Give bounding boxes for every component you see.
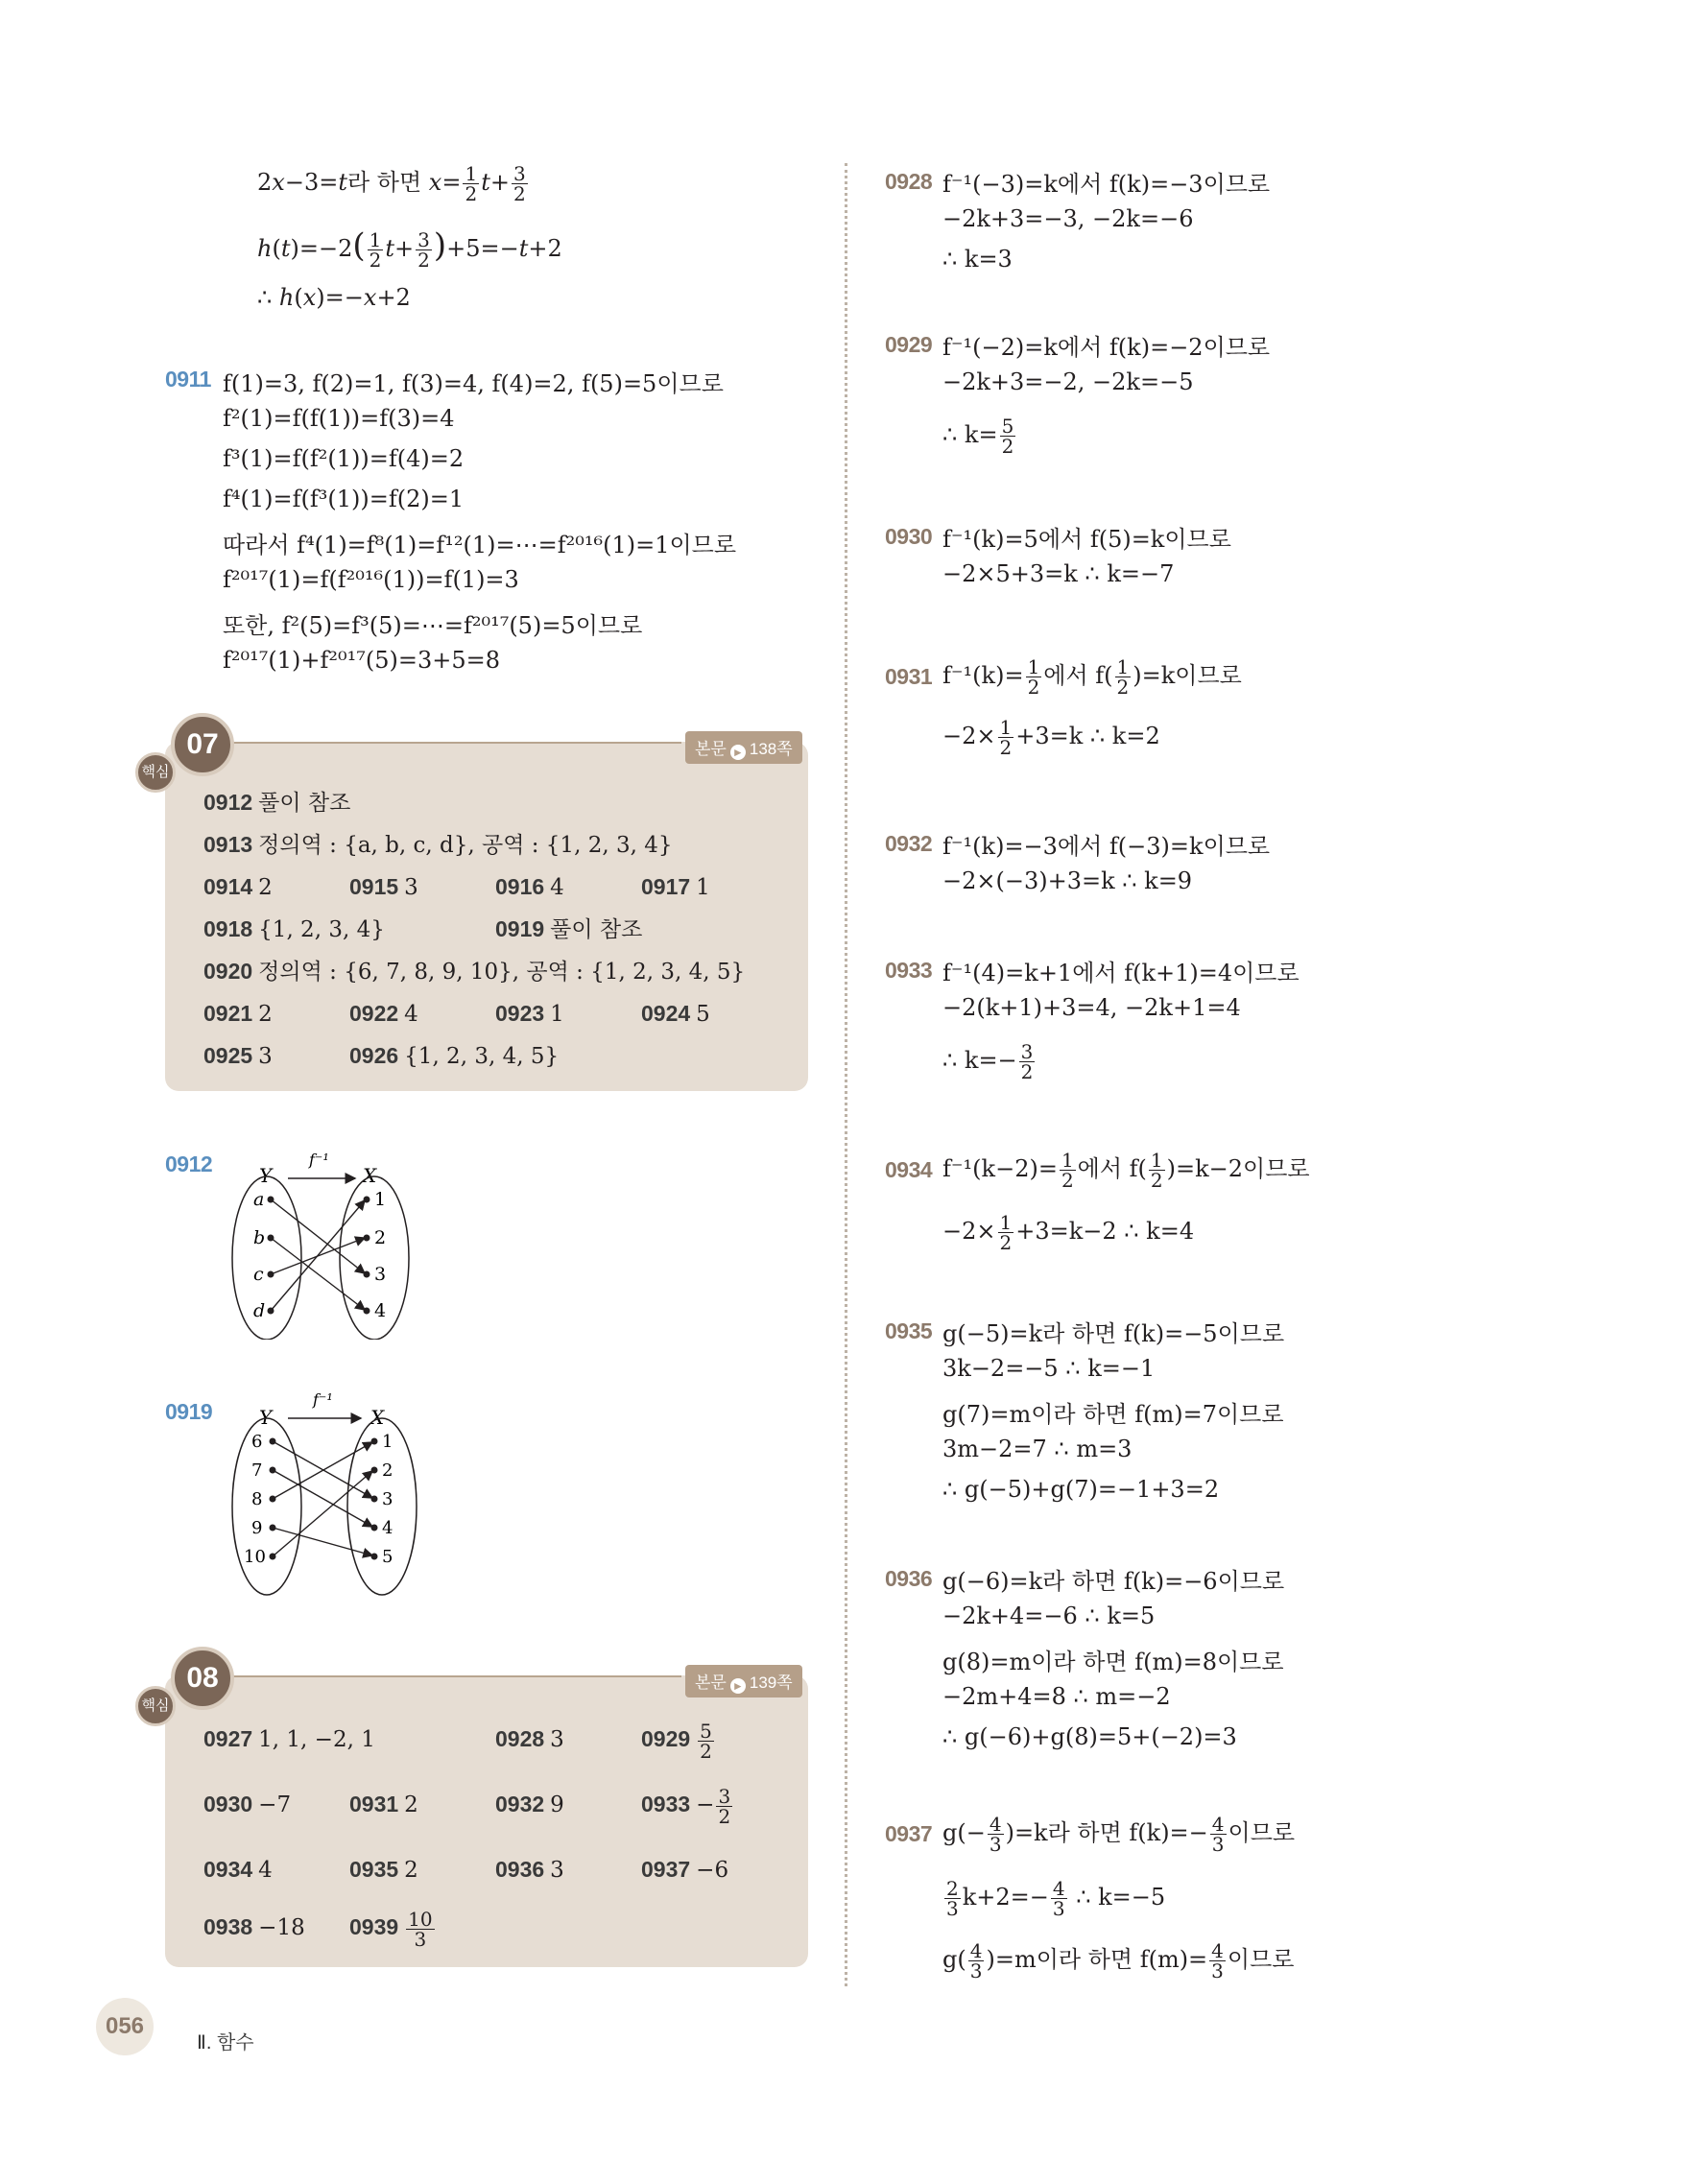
ref-label: 본문 <box>695 740 727 758</box>
answer-value: 5 <box>696 1002 710 1027</box>
answer-item <box>203 783 350 822</box>
answer-key: 0912 <box>203 790 253 815</box>
text: 이므로 <box>1228 1819 1296 1846</box>
codomain-element: 1 <box>382 1432 393 1452</box>
answer-item <box>203 1850 273 1889</box>
solution-line: f⁻¹(k)=5에서 f(5)=k이므로 <box>942 526 1231 553</box>
text: 에서 f( <box>1043 662 1113 689</box>
text: +3=k−2 ∴ k=4 <box>1015 1218 1195 1245</box>
box-divider <box>202 742 681 744</box>
answer-value: 3 <box>550 1858 564 1883</box>
fraction: $\frac{1}{2}$ <box>999 716 1013 759</box>
answer-key: 0936 <box>495 1857 545 1882</box>
problem-number: 0930 <box>885 524 933 549</box>
solution-line <box>942 1814 1295 1854</box>
numerator: 5 <box>1001 415 1014 438</box>
answer-value: 4 <box>258 1858 273 1883</box>
answer-key: 0937 <box>641 1857 691 1882</box>
answer-key: 0928 <box>495 1726 545 1751</box>
answer-item <box>349 1850 418 1889</box>
solution-line: f⁴(1)=f(f³(1))=f(2)=1 <box>223 486 465 512</box>
answer-value: 정의역 : {a, b, c, d}, 공역 : {1, 2, 3, 4} <box>258 833 673 858</box>
function-label: f⁻¹ <box>309 1151 329 1169</box>
text: g(− <box>942 1819 986 1846</box>
solution-line <box>942 1879 1165 1918</box>
answer-value: 1 <box>550 1002 564 1027</box>
fraction: $\frac{1}{2}$ <box>1061 1149 1074 1192</box>
textbook-ref[interactable] <box>685 731 802 764</box>
fraction: $\frac{4}{3}$ <box>1211 1939 1224 1982</box>
numerator: 3 <box>1020 1040 1034 1063</box>
solution-line: −2k+3=−2, −2k=−5 <box>942 368 1194 395</box>
answer-item <box>495 994 564 1033</box>
answer-item <box>349 1036 559 1076</box>
answer-value: {1, 2, 3, 4, 5} <box>404 1044 560 1069</box>
answer-key: 0917 <box>641 874 691 899</box>
answer-key: 0914 <box>203 874 253 899</box>
answer-item <box>641 994 710 1033</box>
answer-item <box>495 1720 564 1759</box>
solution-line <box>942 1150 1310 1190</box>
solution-line: f⁻¹(4)=k+1에서 f(k+1)=4이므로 <box>942 960 1300 986</box>
answer-key: 0926 <box>349 1043 399 1068</box>
denominator: 2 <box>1001 435 1014 458</box>
answer-value: 2 <box>258 1002 273 1027</box>
answer-item <box>203 1720 375 1759</box>
codomain-element: 3 <box>374 1264 387 1285</box>
chapter-label: Ⅱ. 함수 <box>197 2032 254 2053</box>
answer-item <box>349 867 418 907</box>
solution-line: f(1)=3, f(2)=1, f(3)=4, f(4)=2, f(5)=5이므로 <box>223 370 724 397</box>
answer-item <box>203 1908 305 1947</box>
answer-value: 9 <box>550 1792 564 1817</box>
textbook-ref[interactable] <box>685 1665 802 1697</box>
denominator: 3 <box>414 1927 427 1951</box>
codomain-element: 4 <box>374 1300 387 1321</box>
answer-value: 2 <box>404 1858 418 1883</box>
solution-line <box>942 718 1160 757</box>
codomain-element: 2 <box>374 1227 387 1248</box>
domain-element: a <box>253 1189 265 1210</box>
solution-line: f⁻¹(k)=−3에서 f(−3)=k이므로 <box>942 833 1271 860</box>
answer-key: 0913 <box>203 832 253 857</box>
solution-line <box>942 416 1017 456</box>
problem-number: 0934 <box>885 1157 933 1182</box>
solution-line: g(−5)=k라 하면 f(k)=−5이므로 <box>942 1320 1285 1347</box>
text: 이므로 <box>1227 1946 1295 1973</box>
answer-key: 0920 <box>203 959 253 984</box>
answer-key: 0923 <box>495 1001 545 1026</box>
answer-key: 0934 <box>203 1857 253 1882</box>
answer-value: 2 <box>258 875 273 900</box>
answer-item <box>641 1850 728 1889</box>
codomain-element: 3 <box>382 1489 393 1509</box>
fraction <box>698 1721 714 1761</box>
section-badge: 08 <box>171 1647 234 1710</box>
answer-item <box>203 1785 291 1824</box>
problem-number: 0919 <box>165 1399 213 1424</box>
text: )=k라 하면 f(k)=− <box>1005 1819 1208 1846</box>
problem-number: 0928 <box>885 169 933 194</box>
solution-line: −2×(−3)+3=k ∴ k=9 <box>942 867 1193 894</box>
domain-element: 9 <box>251 1518 263 1538</box>
fraction: $\frac{4}{3}$ <box>1052 1877 1065 1920</box>
answer-item <box>349 1908 437 1949</box>
denominator: 2 <box>700 1739 712 1763</box>
solution-line <box>942 1940 1294 1981</box>
problem-number: 0929 <box>885 332 933 357</box>
numerator: 3 <box>718 1784 731 1808</box>
solution-line: f²⁰¹⁷(1)=f(f²⁰¹⁶(1))=f(1)=3 <box>223 566 519 593</box>
answer-item <box>203 1036 273 1076</box>
answer-key: 0924 <box>641 1001 691 1026</box>
solution-line: −2k+3=−3, −2k=−6 <box>942 205 1194 232</box>
fraction: $\frac{4}{3}$ <box>1211 1813 1225 1856</box>
solution-line: 또한, f²(5)=f³(5)=⋯=f²⁰¹⁷(5)=5이므로 <box>223 612 643 639</box>
solution-line: −2(k+1)+3=4, −2k+1=4 <box>942 994 1241 1021</box>
ref-page: 138쪽 <box>749 740 793 758</box>
box-divider <box>202 1675 681 1677</box>
text: f⁻¹(k)= <box>942 662 1024 689</box>
solution-line: ∴ g(−5)+g(7)=−1+3=2 <box>942 1476 1220 1503</box>
text: )=k이므로 <box>1133 662 1242 689</box>
solution-line: 3m−2=7 ∴ m=3 <box>942 1436 1133 1462</box>
core-badge: 핵심 <box>135 752 176 793</box>
solution-line: g(−6)=k라 하면 f(k)=−6이므로 <box>942 1568 1285 1595</box>
fraction: $\frac{1}{2}$ <box>999 1211 1013 1254</box>
numerator: 10 <box>408 1907 433 1931</box>
answer-key: 0927 <box>203 1726 253 1751</box>
problem-number: 0937 <box>885 1821 933 1846</box>
answer-value: 4 <box>550 875 564 900</box>
answer-value: 풀이 참조 <box>550 917 643 942</box>
answer-value: −7 <box>258 1792 292 1817</box>
denominator: 2 <box>1020 1060 1034 1083</box>
solution-line: f⁻¹(−3)=k에서 f(k)=−3이므로 <box>942 171 1271 198</box>
text: −2× <box>942 723 996 749</box>
solution-line: f³(1)=f(f²(1))=f(4)=2 <box>223 445 465 472</box>
eq-line: 2x−3=t라 하면 x= $\frac{1}{2}$ t+ $\frac{3}{2}$ <box>257 162 526 205</box>
mapping-diagram-0912 <box>221 1148 432 1340</box>
fraction: $\frac{1}{2}$ <box>1027 655 1040 699</box>
text: +3=k ∴ k=2 <box>1015 723 1160 749</box>
answer-value: 정의역 : {6, 7, 8, 9, 10}, 공역 : {1, 2, 3, 4, 5} <box>258 960 746 985</box>
denominator: 2 <box>718 1804 731 1828</box>
problem-number: 0931 <box>885 664 933 689</box>
fraction: $\frac{1}{2}$ <box>1116 655 1130 699</box>
text: ∴ k=−5 <box>1068 1884 1166 1911</box>
eq-line: h(t)=−2( $\frac{1}{2}$ t+ $\frac{3}{2}$ )+5=−t+2 <box>257 226 562 272</box>
solution-line: g(8)=m이라 하면 f(m)=8이므로 <box>942 1649 1284 1675</box>
answer-sign: − <box>696 1792 715 1817</box>
answer-value: −18 <box>258 1915 305 1940</box>
domain-element: c <box>253 1264 264 1285</box>
domain-element: 10 <box>244 1547 266 1567</box>
page-number: 056 <box>96 1998 154 2055</box>
fraction: $\frac{1}{2}$ <box>1150 1149 1163 1192</box>
domain-element: 7 <box>251 1460 263 1481</box>
answer-key: 0915 <box>349 874 399 899</box>
answer-key: 0918 <box>203 916 253 941</box>
problem-number: 0936 <box>885 1566 933 1591</box>
answer-value: 풀이 참조 <box>258 791 351 816</box>
text: )=m이라 하면 f(m)= <box>986 1946 1208 1973</box>
codomain-element: 5 <box>382 1547 393 1567</box>
set-label: Y <box>259 1406 273 1429</box>
fraction <box>406 1907 434 1951</box>
answer-value: 1, 1, −2, 1 <box>258 1727 375 1752</box>
answer-item <box>641 1785 734 1826</box>
answer-item <box>495 1785 564 1824</box>
solution-line: −2×5+3=k ∴ k=−7 <box>942 560 1175 587</box>
solution-line: −2m+4=8 ∴ m=−2 <box>942 1683 1171 1710</box>
answer-item <box>203 867 273 907</box>
text: ∴ k= <box>942 421 998 448</box>
problem-number: 0911 <box>165 367 211 392</box>
solution-line: ∴ g(−6)+g(8)=5+(−2)=3 <box>942 1723 1237 1750</box>
answer-key: 0935 <box>349 1857 399 1882</box>
answer-key: 0916 <box>495 874 545 899</box>
set-label: Y <box>259 1164 273 1187</box>
answer-value: 2 <box>404 1792 418 1817</box>
numerator: 5 <box>700 1719 712 1743</box>
core-badge: 핵심 <box>135 1686 176 1726</box>
text: 에서 f( <box>1077 1155 1147 1182</box>
mapping-diagram-0919 <box>221 1388 441 1599</box>
solution-line: f²⁰¹⁷(1)+f²⁰¹⁷(5)=3+5=8 <box>223 647 500 674</box>
eq-line: ∴ h(x)=−x+2 <box>257 284 411 311</box>
solution-line: ∴ k=3 <box>942 246 1013 273</box>
text: f⁻¹(k−2)= <box>942 1155 1058 1182</box>
solution-line: f²(1)=f(f(1))=f(3)=4 <box>223 405 455 432</box>
fraction: $\frac{4}{3}$ <box>969 1939 983 1982</box>
column-divider <box>845 163 847 1986</box>
answer-item <box>495 867 564 907</box>
answer-value: 4 <box>404 1002 418 1027</box>
answer-key: 0939 <box>349 1914 399 1939</box>
solution-line <box>942 656 1242 697</box>
answer-key: 0925 <box>203 1043 253 1068</box>
answer-item <box>349 994 418 1033</box>
answer-key: 0931 <box>349 1792 399 1816</box>
answer-item <box>495 1850 564 1889</box>
problem-number: 0932 <box>885 831 933 856</box>
arrow-right-icon: ► <box>730 1678 746 1694</box>
answer-item <box>203 910 385 949</box>
answer-value: 1 <box>696 875 710 900</box>
domain-element: 6 <box>251 1432 263 1452</box>
domain-element: b <box>253 1227 266 1248</box>
solution-line <box>942 1213 1194 1252</box>
solution-line: f⁻¹(−2)=k에서 f(k)=−2이므로 <box>942 334 1271 361</box>
answer-value: 3 <box>550 1727 564 1752</box>
fraction <box>716 1784 732 1828</box>
answer-value: 3 <box>404 875 418 900</box>
fraction <box>1000 416 1016 456</box>
codomain-element: 2 <box>382 1460 393 1481</box>
solution-line: 따라서 f⁴(1)=f⁸(1)=f¹²(1)=⋯=f²⁰¹⁶(1)=1이므로 <box>223 532 737 558</box>
set-label: X <box>363 1164 377 1187</box>
codomain-element: 1 <box>374 1189 387 1210</box>
set-label: X <box>370 1406 385 1429</box>
text: ∴ k=− <box>942 1047 1017 1074</box>
solution-line: 3k−2=−5 ∴ k=−1 <box>942 1355 1156 1382</box>
domain-element: d <box>253 1300 266 1321</box>
answer-item <box>495 910 642 949</box>
fraction: $\frac{4}{3}$ <box>989 1813 1002 1856</box>
text: g( <box>942 1946 966 1973</box>
answer-key: 0921 <box>203 1001 253 1026</box>
answer-item <box>641 1720 716 1761</box>
answer-item <box>203 825 672 865</box>
answer-item <box>349 1785 418 1824</box>
answer-key: 0929 <box>641 1726 691 1751</box>
answer-item <box>641 867 710 907</box>
answer-key: 0930 <box>203 1792 253 1816</box>
answer-key: 0919 <box>495 916 545 941</box>
codomain-element: 4 <box>382 1518 393 1538</box>
answer-value: {1, 2, 3, 4} <box>258 917 385 942</box>
domain-element: 8 <box>251 1489 263 1509</box>
function-label: f⁻¹ <box>313 1390 333 1409</box>
text: )=k−2이므로 <box>1166 1155 1310 1182</box>
section-badge: 07 <box>171 713 234 776</box>
answer-key: 0922 <box>349 1001 399 1026</box>
problem-number: 0912 <box>165 1151 213 1176</box>
solution-line: −2k+4=−6 ∴ k=5 <box>942 1602 1156 1629</box>
answer-key: 0932 <box>495 1792 545 1816</box>
answer-key: 0933 <box>641 1792 691 1816</box>
arrow-right-icon: ► <box>730 745 746 760</box>
answer-key: 0938 <box>203 1914 253 1939</box>
answer-value: −6 <box>696 1858 729 1883</box>
text: k+2=− <box>962 1884 1049 1911</box>
fraction: $\frac{2}{3}$ <box>946 1877 959 1920</box>
answer-item <box>203 994 273 1033</box>
answer-item <box>203 952 745 991</box>
answer-value: 3 <box>258 1044 273 1069</box>
ref-label: 본문 <box>695 1674 727 1692</box>
fraction <box>1019 1042 1036 1081</box>
problem-number: 0935 <box>885 1318 933 1343</box>
solution-line: g(7)=m이라 하면 f(m)=7이므로 <box>942 1401 1284 1428</box>
problem-number: 0933 <box>885 958 933 983</box>
text: −2× <box>942 1218 996 1245</box>
solution-line <box>942 1042 1037 1081</box>
ref-page: 139쪽 <box>749 1674 793 1692</box>
